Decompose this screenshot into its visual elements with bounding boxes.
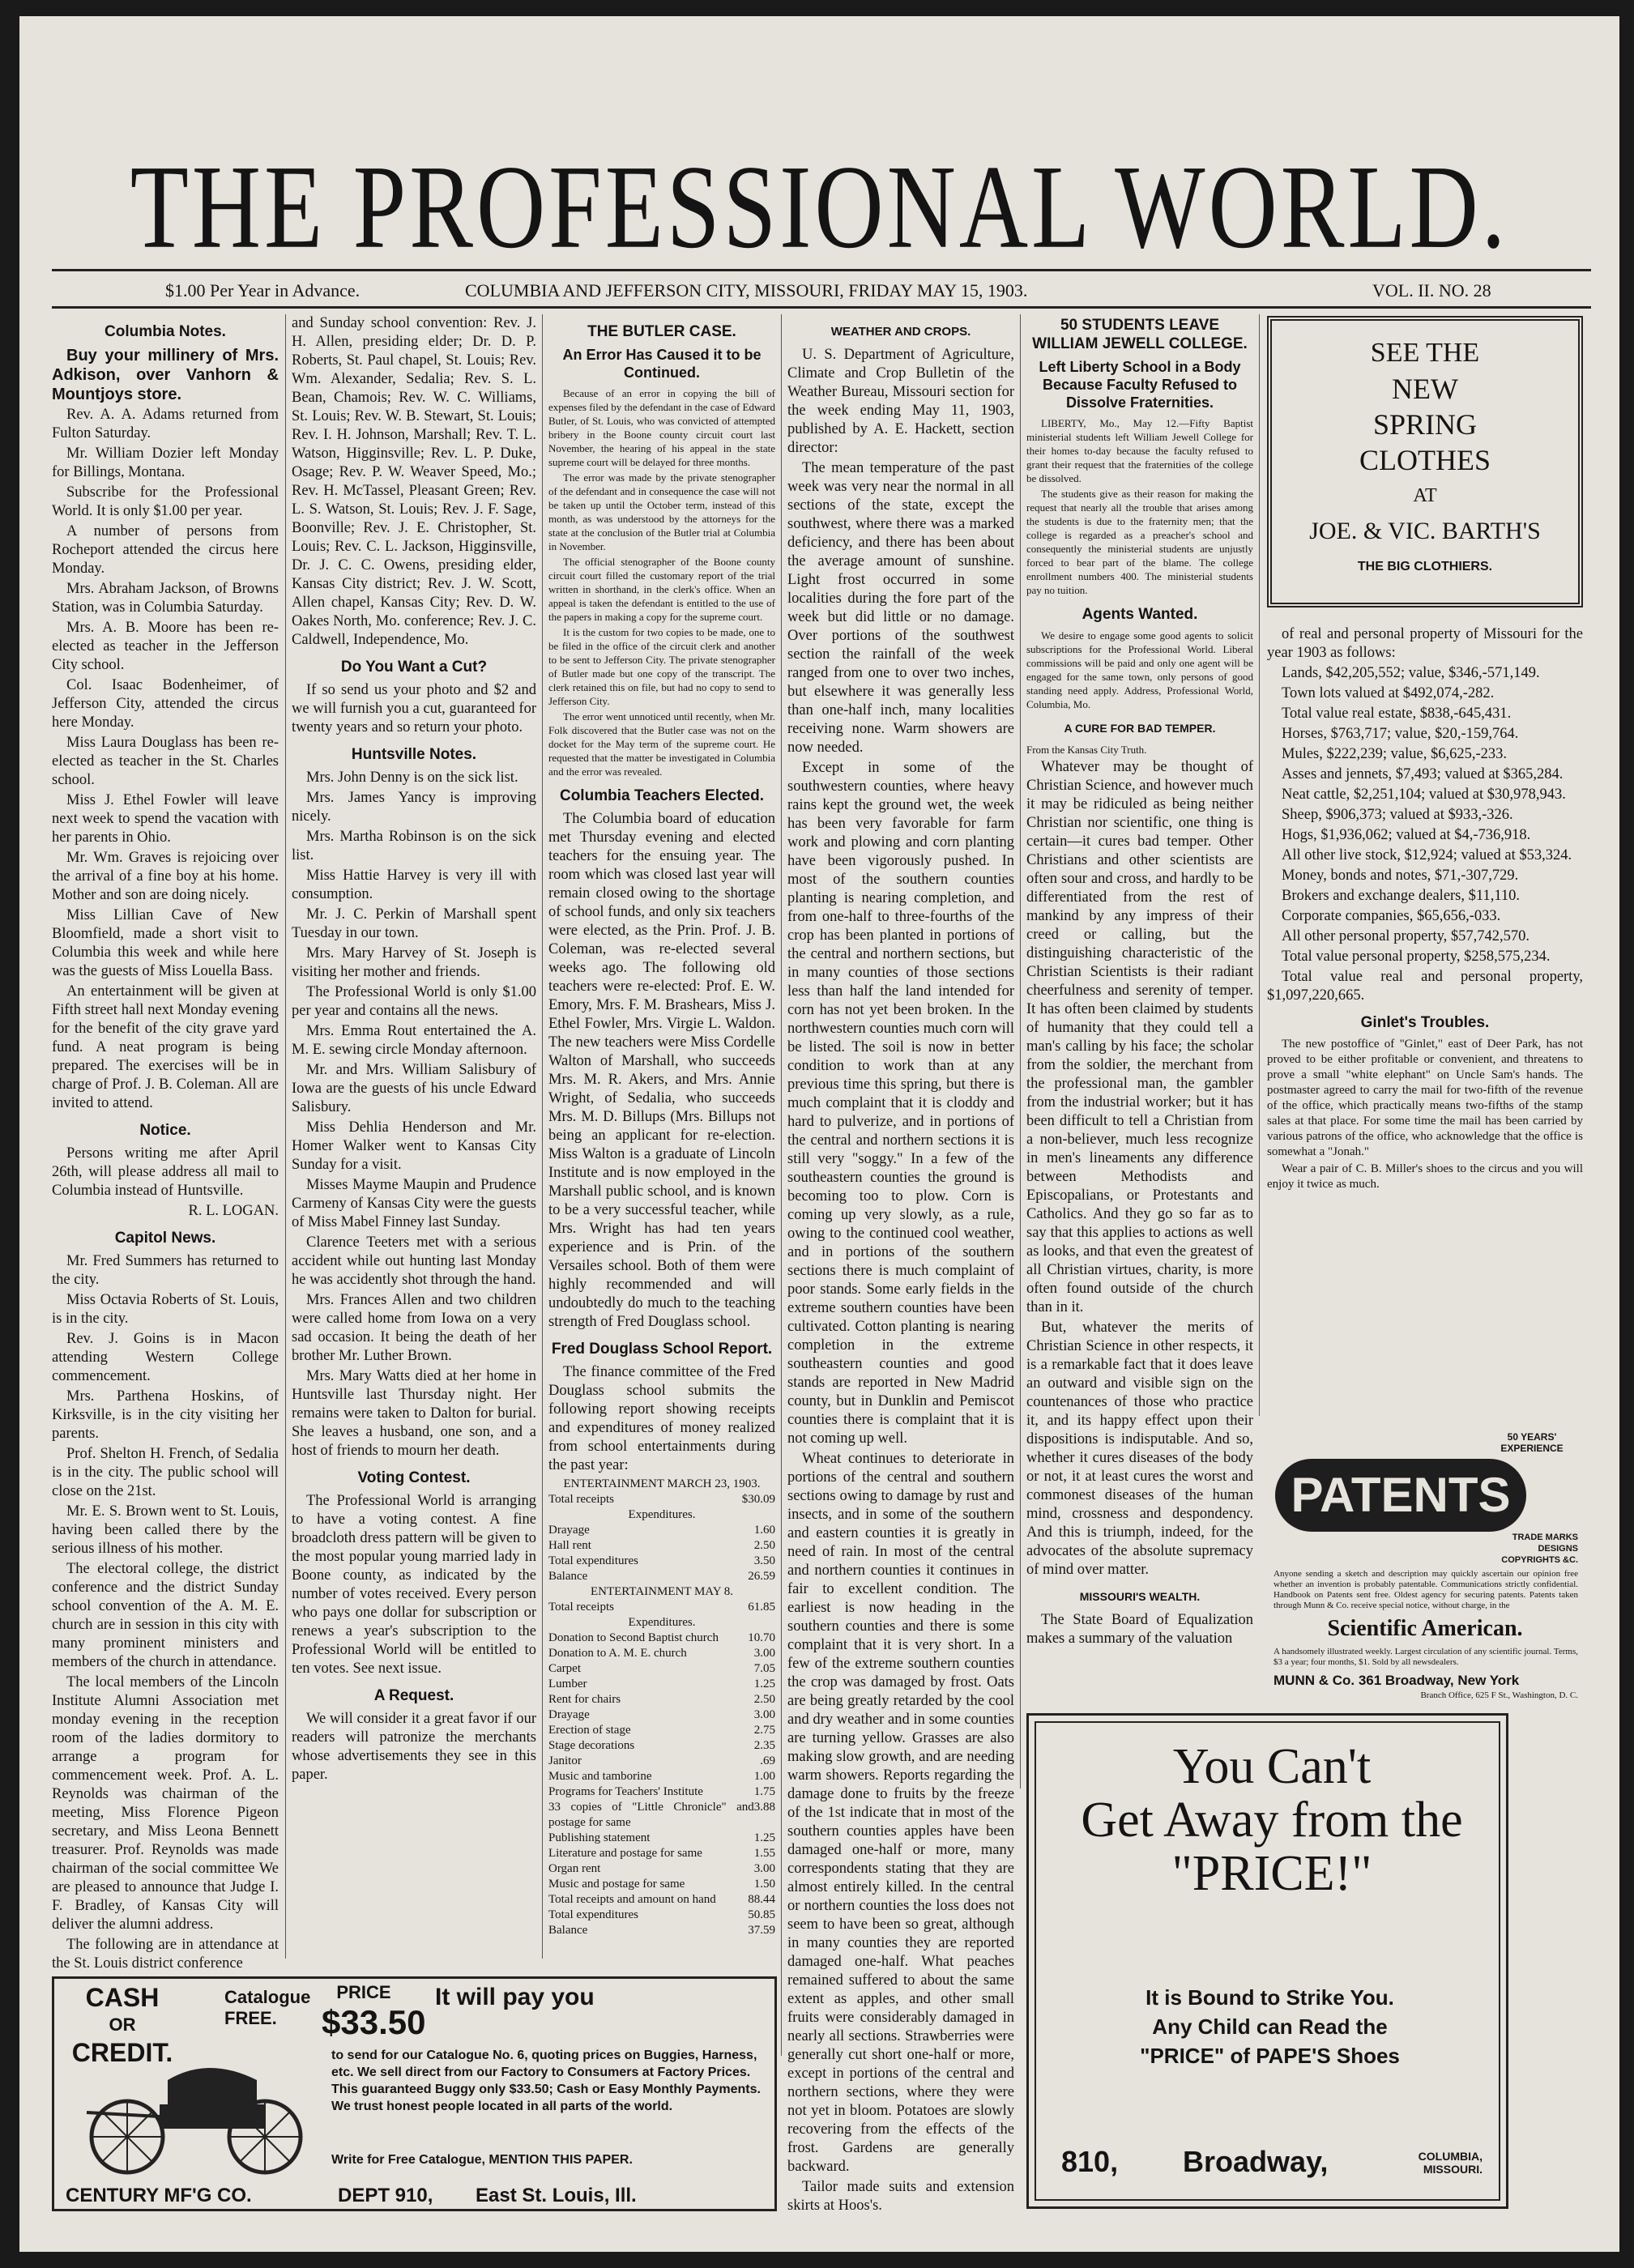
news-item: Mrs. Parthena Hoskins, of Kirksville, is in the city visiting her parents. (52, 1388, 279, 1442)
news-item: We will consider it a great favor if our readers will patronize the merchants whose advertisements they see in this paper. (292, 1711, 536, 1783)
ledger-amount: 61.85 (748, 1601, 775, 1614)
column-rule (285, 314, 286, 1959)
ad-line: You Can't (1172, 1739, 1372, 1794)
ledger-row (548, 1661, 775, 1677)
ledger-row (548, 1877, 775, 1892)
ad-line: Any Child can Read the (1152, 2014, 1388, 2039)
subheadline: Left Liberty School in a Body Because Faculty Refused to Dissolve Fraternities. (1039, 359, 1241, 411)
volume-number: VOL. II. NO. 28 (1372, 280, 1491, 301)
ledger-row (548, 1800, 775, 1831)
ledger-row (548, 1723, 775, 1738)
ledger-row (548, 1646, 775, 1661)
ledger-amount: 10.70 (748, 1631, 775, 1644)
property-value: Sheep, $906,373; valued at $933,-326. (1282, 807, 1513, 823)
news-item: Mrs. John Denny is on the sick list. (306, 770, 518, 786)
ledger-amount: 2.75 (753, 1724, 775, 1737)
ad-line: CLOTHES (1359, 444, 1491, 476)
news-item: Mr. and Mrs. William Salisbury of Iowa are the guests of his uncle Edward Salisbury. (292, 1062, 536, 1115)
ledger-amount: 1.25 (753, 1831, 775, 1844)
headline: Fred Douglass School Report. (551, 1341, 773, 1358)
ad-line: TRADE MARKS DESIGNS COPYRIGHTS &C. (1501, 1533, 1578, 1565)
ledger-row (548, 1923, 775, 1938)
ledger-row (548, 1584, 775, 1600)
headline: Agents Wanted. (1082, 606, 1198, 623)
ledger-amount: 1.50 (753, 1878, 775, 1891)
ledger-row (548, 1523, 775, 1538)
column-rule (1020, 314, 1021, 1788)
ledger-row (548, 1677, 775, 1692)
ledger-label: Total receipts and amount on hand (548, 1893, 716, 1906)
ledger-amount: 1.60 (753, 1524, 775, 1537)
ledger-label: ENTERTAINMENT MAY 8. (590, 1585, 734, 1598)
news-item: Misses Mayme Maupin and Prudence Carmeny of Kansas City were the guests of Miss Mabel Finney last Sunday. (292, 1177, 536, 1230)
ad-line: NEW (1392, 373, 1458, 405)
property-value: Money, bonds and notes, $71,-307,729. (1282, 868, 1519, 884)
property-value: Brokers and exchange dealers, $11,110. (1282, 888, 1521, 904)
ad-line: Write for Free Catalogue, MENTION THIS PAPER. (331, 2153, 633, 2167)
finance-ledger (548, 1477, 775, 1938)
property-value: All other personal property, $57,742,570. (1282, 928, 1530, 944)
ledger-row (548, 1615, 775, 1631)
news-item: Mr. J. C. Perkin of Marshall spent Tuesday in our town. (292, 906, 536, 941)
ledger-label: Total receipts (548, 1601, 614, 1614)
ledger-label: Programs for Teachers' Institute (548, 1785, 703, 1798)
headline: A CURE FOR BAD TEMPER. (1064, 722, 1216, 735)
property-value: Asses and jennets, $7,493; valued at $365,284. (1282, 766, 1564, 782)
article-paragraph: It is the custom for two copies to be made, one to be filed in the office of the circuit clerk and another to be sent to Jefferson City. The private stenographer of Butler made but one copy of the transcript. The clerk retained this on file, but had no copy to send to Jefferson City. (548, 626, 775, 707)
news-item: Miss Dehlia Henderson and Mr. Homer Walker went to Kansas City Sunday for a visit. (292, 1119, 536, 1173)
advert-line: Wear a pair of C. B. Miller's shoes to the circus and you will enjoy it twice as much. (1267, 1162, 1583, 1191)
ledger-amount: 1.00 (753, 1770, 775, 1783)
news-item: Mr. Fred Summers has returned to the city. (52, 1253, 279, 1288)
ledger-row (548, 1738, 775, 1754)
news-item: Mrs. Mary Harvey of St. Joseph is visiting her mother and friends. (292, 945, 536, 980)
ad-line: SPRING (1372, 408, 1478, 441)
section-title: Capitol News. (114, 1230, 216, 1247)
ledger-label: Total expenditures (548, 1554, 638, 1567)
source-line: From the Kansas City Truth. (1026, 744, 1147, 756)
ledger-row (548, 1507, 775, 1523)
article-paragraph: The new postoffice of "Ginlet," east of Deer Park, has not proved to be either profitable or convenient, and threatens to prove a small "white elephant" on Uncle Sam's hands. The postmaster agreed to carry the mail for two-fifth of the revenue of the office, which practically means two-fifths of the stamp sales at that place. For some time the mail has been carried by various patrons of the office, who acknowledge that the office is somewhat a "Jonah." (1267, 1038, 1583, 1158)
article-paragraph: But, whatever the merits of Christian Science in other respects, it is a remarkable fact that it does leave an outward and visible sign on the countenances of those who practice it, and its happy effect upon their dispositions is indisputable. And so, whether it cures diseases of the body or not, it at least cures the worst and commonest diseases of the human mind, crossness and despondency. And this is triumph, indeed, for the advocates of the absolute supremacy of mind over matter. (1026, 1319, 1253, 1578)
section-title: A Request. (373, 1687, 454, 1704)
ledger-amount: 2.50 (753, 1539, 775, 1552)
column-rule (1259, 314, 1260, 1416)
ledger-amount: $30.09 (741, 1493, 775, 1506)
divider (52, 306, 1591, 309)
article-paragraph: We desire to engage some good agents to solicit subscriptions for the Professional World. Liberal commissions will be paid and only one agent will be engaged for the same town, only persons of good standing need apply. Address, Professional World, Columbia, Mo. (1026, 629, 1253, 710)
ledger-amount: 37.59 (748, 1924, 775, 1937)
news-item: Mr. Wm. Graves is rejoicing over the arrival of a fine boy at his home. Mother and son are doing nicely. (52, 850, 279, 903)
news-item: If so send us your photo and $2 and we will furnish you a cut, guaranteed for twenty years and so return your photo. (292, 682, 536, 735)
headline: Ginlet's Troubles. (1360, 1014, 1490, 1031)
ledger-label: Carpet (548, 1662, 581, 1675)
ledger-row (548, 1569, 775, 1584)
news-item: Mrs. Mary Watts died at her home in Huntsville last Thursday night. Her remains were taken to Dalton for burial. She leaves a husband, one son, and a host of friends to mourn her death. (292, 1368, 536, 1459)
news-item: Miss Lillian Cave of New Bloomfield, made a short visit to Columbia this week and while here was the guests of Miss Louella Bass. (52, 907, 279, 979)
buggy-illustration (70, 2056, 322, 2177)
ad-line: "PRICE" of PAPE'S Shoes (1140, 2044, 1400, 2068)
ledger-row (548, 1754, 775, 1769)
column-huntsville (292, 314, 536, 1959)
ledger-amount: .69 (760, 1754, 775, 1767)
ledger-label: ENTERTAINMENT MARCH 23, 1903. (563, 1477, 761, 1490)
ad-body: Anyone sending a sketch and description may quickly ascertain our opinion free whether an invention is probably patentable. Communications strictly confidential. Handbook on Patents sent free. Oldest agency for securing patents. Patents taken through Munn & Co. receive special notice, without charge, in the (1273, 1569, 1578, 1610)
subscription-price: $1.00 Per Year in Advance. (165, 280, 361, 301)
news-item: An entertainment will be given at Fifth street hall next Monday evening for the benefit of the city grave yard fund. A neat program is being prepared. The exercises will be in charge of Prof. J. B. Coleman. All are invited to attend. (52, 983, 279, 1111)
ledger-row (548, 1784, 775, 1800)
ledger-amount: 88.44 (748, 1893, 775, 1906)
headline: MISSOURI'S WEALTH. (1079, 1590, 1201, 1603)
ledger-amount: 3.50 (753, 1554, 775, 1567)
news-item: Mrs. A. B. Moore has been re-elected as teacher in the Jefferson City school. (52, 620, 279, 673)
column-william-jewell (1026, 314, 1253, 1788)
property-value: All other live stock, $12,924; valued at $53,324. (1282, 847, 1572, 863)
ledger-amount: 3.00 (753, 1647, 775, 1660)
news-item: Rev. J. Goins is in Macon attending Western College commencement. (52, 1331, 279, 1384)
ad-address: Broadway, (1183, 2145, 1329, 2178)
ledger-label: Balance (548, 1570, 588, 1583)
ledger-label: Drayage (548, 1524, 590, 1537)
ad-line: East St. Louis, Ill. (476, 2185, 637, 2206)
store-name: JOE. & VIC. BARTH'S (1309, 518, 1541, 544)
news-item: Mrs. Emma Rout entertained the A. M. E. sewing circle Monday afternoon. (292, 1023, 536, 1058)
ledger-amount: 2.35 (753, 1739, 775, 1752)
ledger-row (548, 1908, 775, 1923)
barth-clothiers-ad (1267, 316, 1583, 608)
property-value: Neat cattle, $2,251,104; valued at $30,978,943. (1282, 787, 1566, 803)
ad-address: 810, (1061, 2145, 1119, 2178)
headline: 50 STUDENTS LEAVE WILLIAM JEWELL COLLEGE. (1032, 317, 1248, 352)
ad-company: CENTURY MF'G CO. (66, 2185, 252, 2206)
column-columbia-notes (52, 314, 279, 1972)
news-item: Subscribe for the Professional World. It is only $1.00 per year. (52, 484, 279, 519)
ledger-row (548, 1707, 775, 1723)
headline: THE BUTLER CASE. (587, 323, 736, 340)
ledger-row (548, 1846, 775, 1861)
article-paragraph: The Columbia board of education met Thursday evening and elected teachers for the ensuing year. The room which was closed last year will remain closed owing to the shortage of school funds, and only six teachers were elected, as the Prin. Prof. J. B. Coleman, was re-elected several weeks ago. The following old teachers were re-elected: Prof. E. W. Emory, Mrs. F. M. Brashears, Miss J. Ethel Fowler, Mrs. Virgie L. Waldon. The new teachers were Miss Cordelle Walton of Marshall, who succeeds Mrs. M. R. Akers, and Mrs. Annie Wright, of Sedalia, who succeeds Mrs. M. D. Billups (Mrs. Billups not being an applicant for re-election. Miss Walton is a graduate of Lincoln Institute and is now employed in the Marshall public school, and is known to be a very successful teacher, while Mrs. Wright has had ten years experience and is Prin. of the Versailes school. Both of them were highly recommended and will undoubtedly do much to the teaching strength of Fred Douglass school. (548, 811, 775, 1330)
property-value: Horses, $763,717; value, $20,-159,764. (1282, 726, 1519, 742)
place-and-date: COLUMBIA AND JEFFERSON CITY, MISSOURI, FRIDAY MAY 15, 1903. (465, 280, 1028, 301)
news-item: Mrs. Martha Robinson is on the sick list. (292, 829, 536, 863)
ad-line: PRICE (336, 1982, 391, 2002)
ad-line: Get Away from the (1081, 1793, 1463, 1848)
column-rule (781, 314, 782, 2056)
ad-line: AT (1413, 485, 1437, 506)
article-paragraph: The official stenographer of the Boone county circuit court filled the customary report of the trial written in shorthand, in the clerk's office. When an appeal is taken the defendant is entitled to the use of the papers in making a copy for the supreme court. (548, 556, 775, 623)
section-title: Columbia Notes. (105, 323, 226, 340)
ledger-amount: 3.00 (753, 1862, 775, 1875)
ledger-amount: 3.88 (753, 1801, 775, 1814)
ledger-label: Music and postage for same (548, 1878, 685, 1891)
ledger-label: Publishing statement (548, 1831, 651, 1844)
property-value: Lands, $42,205,552; value, $346,-571,149. (1282, 665, 1540, 681)
ledger-label: Janitor (548, 1754, 582, 1767)
ledger-row (548, 1831, 775, 1846)
article-paragraph: The finance committee of the Fred Douglass school submits the following report showing receipts and expenditures of money realized from school entertainments during the past year: (548, 1364, 775, 1473)
millinery-notice: Buy your millinery of Mrs. Adkison, over Vanhorn & Mountjoys store. (52, 347, 279, 403)
news-item: Clarence Teeters met with a serious accident while out hunting last Monday he was accidently shot through the hand. (292, 1234, 536, 1288)
ledger-label: Donation to Second Baptist church (548, 1631, 719, 1644)
ad-body: A handsomely illustrated weekly. Largest circulation of any scientific journal. Terms, $3 a year; four months, $1. Sold by all newsdealers. (1273, 1647, 1578, 1667)
news-item: Mrs. Abraham Jackson, of Browns Station, was in Columbia Saturday. (52, 581, 279, 616)
ad-line: OR (109, 2014, 136, 2035)
ledger-label: Drayage (548, 1708, 590, 1721)
ad-line: Catalogue FREE. (224, 1987, 311, 2028)
ledger-row (548, 1600, 775, 1615)
article-paragraph: LIBERTY, Mo., May 12.—Fifty Baptist ministerial students left William Jewell College for their homes to-day because the faculty refused to grant their request that the fraternities of the college be dissolved. (1026, 417, 1253, 484)
news-item: Mrs. James Yancy is improving nicely. (292, 790, 536, 825)
news-item: The electoral college, the district conference and the district Sunday school convention of the A. M. E. church are in session in this city with many prominent ministers and members of the church in attendance. (52, 1561, 279, 1670)
ledger-label: Rent for chairs (548, 1693, 621, 1706)
article-paragraph: U. S. Department of Agriculture, Climate and Crop Bulletin of the Weather Bureau, Missouri section for the week ending May 11, 1903, published by A. E. Hackett, section director: (787, 347, 1014, 456)
ledger-amount: 50.85 (748, 1908, 775, 1921)
ad-line: It will pay you (435, 1984, 595, 2010)
section-title: Huntsville Notes. (351, 746, 477, 763)
news-item: Miss Laura Douglass has been re-elected as teacher in the St. Charles school. (52, 735, 279, 788)
ledger-label: Hall rent (548, 1539, 591, 1552)
news-item: Miss Octavia Roberts of St. Louis, is in the city. (52, 1292, 279, 1327)
ad-line: CASH (85, 1983, 160, 2012)
conference-list: and Sunday school convention: Rev. J. H. Allen, presiding elder; Dr. D. P. Roberts, St. Paul chapel, St. Louis; Rev. Wm. Alexander, Sedalia; Rev. S. L. Bean, Chamois; Rev. W. C. Williams, St. Louis; Rev. W. B. Stewart, St. Louis; Rev. I. H. Johnson, Marshall; Rev. T. L. Watson, Higginsville; Rev. L. P. Duke, Osage; Rev. P. W. Weaver Speed, Mo.; Rev. H. McTassel, Pleasant Green; Rev. L. S. Watson, St. Louis; Rev. J. F. Sage, Boonville; Rev. J. E. Christopher, St. Louis; Rev. C. L. Jackson, Higginsville, Dr. J. C. C. Owens, presiding elder, Kansas City district; Rev. J. W. Scott, Allen chapel, Kansas City; Rev. D. W. Oakes North, Mo. conference; Rev. J. C. Caldwell, Independence, Mo. (292, 315, 536, 648)
article-paragraph: The State Board of Equalization makes a summary of the valuation (1026, 1612, 1253, 1647)
news-item: A number of persons from Rocheport attended the circus here Monday. (52, 523, 279, 577)
news-item: The Professional World is arranging to have a voting contest. A fine broadcloth dress pattern will be given to the most popular young married lady in Boone county, as indicated by the number of votes received. Every person who pays one dollar for subscription or renews a year's subscription to the Professional World will be entitled to ten votes. See next issue. (292, 1493, 536, 1677)
patents-ad (1267, 1430, 1583, 1709)
news-item: Col. Isaac Bodenheimer, of Jefferson City, attended the circus here Monday. (52, 677, 279, 731)
newspaper-page (19, 16, 1619, 2252)
section-title: Notice. (139, 1122, 191, 1139)
ad-line: It is Bound to Strike You. (1146, 1985, 1394, 2010)
column-butler-case (548, 314, 775, 2056)
news-item: Miss Hattie Harvey is very ill with consumption. (292, 868, 536, 902)
property-value: Hogs, $1,936,062; valued at $4,-736,918. (1282, 827, 1531, 843)
ledger-amount: 1.25 (753, 1678, 775, 1690)
ledger-amount: 1.55 (753, 1847, 775, 1860)
ad-city: COLUMBIA, MISSOURI. (1418, 2150, 1483, 2176)
ad-line: SEE THE (1370, 338, 1480, 368)
ad-line: "PRICE!" (1171, 1846, 1372, 1901)
ledger-amount: 26.59 (748, 1570, 775, 1583)
article-paragraph: Because of an error in copying the bill of expenses filed by the defendant in the case of Edward Butler, of St. Louis, who was convicted of attempted bribery in the Boone county circuit court last November, the hearing of his appeal in the state supreme court will be delayed for three months. (548, 387, 775, 468)
news-item: Mr. William Dozier left Monday for Billings, Montana. (52, 446, 279, 480)
article-paragraph: The error went unnoticed until recently, when Mr. Folk discovered that the Butler case was not on the docket for the May term of the supreme court. He requested that the matter be investigated in Columbia and the error was revealed. (548, 710, 775, 778)
ad-line: THE BIG CLOTHIERS. (1357, 560, 1493, 573)
notice-text: Persons writing me after April 26th, will please address all mail to Columbia instead of Huntsville. (52, 1145, 279, 1199)
headline: Columbia Teachers Elected. (559, 787, 764, 804)
headline: WEATHER AND CROPS. (830, 325, 971, 339)
news-item: Mr. E. S. Brown went to St. Louis, having been called there by the serious illness of his mother. (52, 1503, 279, 1557)
news-item: The local members of the Lincoln Institute Alumni Association met monday evening in the reception room of the ladies dormitory to arrange a program for commencement week. Prof. A. L. Reynolds was chairman of the meeting, Miss Florence Pigeon secretary, and Miss Leona Bennett treasurer. Prof. Reynolds was made chairman of the social committee We are pleased to announce that Judge I. F. Bradley, of Kansas City will deliver the alumni address. (52, 1674, 279, 1933)
article-paragraph: Whatever may be thought of Christian Science, and however much it may be ridiculed as being neither Christian nor scientific, one thing is certain—it cures bad temper. Other Christians and other scientists are often sour and cross, and hardly to be differentiated from the rest of mankind by any impress of their creed or calling, but the distinguishing characteristic of the Christian Scientists is their radiant cheerfulness and serenity of temper. It has often been claimed by students of humanity that they could tell a man's calling by his face; the scholar from the soldier, the merchant from the professional man, the gambler from the industrial worker; but it has been difficult to tell a Christian from a non-believer, much less recognize in men's lineaments any difference between Methodists and Episcopalians, or Protestants and Catholics. And they go so far as to say that this applies to actions as well as looks, and that even the greatest of all Christian virtues, charity, is more often found outside of the church than in it. (1026, 759, 1253, 1315)
column-rule (542, 314, 543, 1959)
ledger-label: Erection of stage (548, 1724, 631, 1737)
article-paragraph: Except in some of the southwestern counties, where heavy rains kept the ground wet, the week has been very favorable for farm work and plowing and corn planting have been vigorously pushed. In most of the southern counties planting is nearing completion, and from one-half to three-fourths of the crop has been planted in portions of the central and northern sections, but in many counties of those sections less than half the land intended for corn has not yet been broken. In the northwestern counties much corn will be listed. The soil is now in better condition to work than at any previous time this spring, but there is much complaint that it is cloddy and hard to pulverize, and in portions of the central and northern sections it is still very "soggy." In a few of the southeastern counties the ground is becoming too to plow. Corn is coming up very slowly, as a rule, owing to the continued cool weather, and in portions of the southern sections there is much complaint of poor stands. Some early fields in the extreme southern counties have been cultivated. Cotton planting is nearing completion in the extreme southeastern counties and good stands are reported in New Madrid county, but in Dunklin and Pemiscot counties there is complaint that it is not coming up well. (787, 760, 1014, 1447)
ledger-row (548, 1554, 775, 1569)
property-value: Total value real estate, $838,-645,431. (1282, 706, 1512, 722)
ledger-amount: 3.00 (753, 1708, 775, 1721)
ledger-label: Expenditures. (628, 1616, 696, 1629)
divider (52, 269, 1591, 271)
ledger-row (548, 1861, 775, 1877)
ledger-label: Literature and postage for same (548, 1847, 702, 1860)
ledger-amount: 1.75 (753, 1785, 775, 1798)
property-value: Total value real and personal property, $1,097,220,665. (1267, 969, 1583, 1004)
news-item: Mrs. Frances Allen and two children were called home from Iowa on a very sad occasion. It being the death of her brother Mr. Luther Brown. (292, 1292, 536, 1364)
ledger-amount: 2.50 (753, 1693, 775, 1706)
ledger-label: Stage decorations (548, 1739, 635, 1752)
ad-line: MUNN & Co. 361 Broadway, New York (1273, 1673, 1520, 1688)
papes-shoes-ad (1026, 1713, 1508, 2209)
ledger-label: Total expenditures (548, 1908, 638, 1921)
ledger-row (548, 1477, 775, 1492)
ledger-row (548, 1492, 775, 1507)
ledger-label: Music and tamborine (548, 1770, 652, 1783)
ledger-row (548, 1692, 775, 1707)
ledger-row (548, 1538, 775, 1554)
ledger-label: Lumber (548, 1678, 587, 1690)
news-item: The following are in attendance at the St. Louis district conference (52, 1937, 279, 1972)
column-weather (787, 314, 1014, 2214)
ledger-row (548, 1769, 775, 1784)
ledger-label: Expenditures. (628, 1508, 696, 1521)
masthead: THE PROFESSIONAL WORLD. (130, 140, 1509, 274)
ad-line: CREDIT. (71, 2038, 173, 2067)
ad-line: Scientific American. (1327, 1616, 1523, 1641)
ledger-amount: 7.05 (753, 1662, 775, 1675)
news-item: Miss J. Ethel Fowler will leave next week to spend the vacation with her parents in Ohio. (52, 792, 279, 846)
ad-line: 50 YEARS' EXPERIENCE (1500, 1431, 1564, 1454)
ledger-label: 33 copies of "Little Chronicle" and postage for same (548, 1801, 754, 1829)
ledger-row (548, 1892, 775, 1908)
article-paragraph: of real and personal property of Missouri for the year 1903 as follows: (1267, 626, 1583, 661)
ad-body: to send for our Catalogue No. 6, quoting prices on Buggies, Harness, etc. We sell direct from our Factory to Consumers at Factory Prices. This guaranteed Buggy only $33.50; Cash or Easy Monthly Payments. We trust honest people located in all parts of the world. (331, 2048, 761, 2113)
article-paragraph: The error was made by the private stenographer of the defendant and in consequence the case will not be taken up until the October term, instead of this month, as was understood by the attorneys for the state at the conclusion of the Butler trial at Columbia in November. (548, 471, 775, 552)
section-title: Do You Want a Cut? (340, 659, 488, 676)
ledger-label: Total receipts (548, 1493, 614, 1506)
ledger-label: Balance (548, 1924, 588, 1937)
century-buggy-ad (52, 1976, 777, 2211)
patents-title: PATENTS (1275, 1459, 1526, 1532)
subheadline: An Error Has Caused it to be Continued. (562, 347, 762, 381)
section-title: Voting Contest. (357, 1469, 471, 1486)
column-wealth (1267, 625, 1583, 1419)
dateline (19, 274, 1619, 306)
property-value: Total value personal property, $258,575,234. (1282, 949, 1551, 965)
article-paragraph: Wheat continues to deteriorate in portions of the central and southern sections owing to damage by rust and insects, and in some of the southern and eastern counties it is greatly in need of rain. In most of the central and northern counties it continues in fair to excellent condition. The earliest is now heading in the southern counties and there is some complaint that it is very short. In a few of the extreme southern counties the crop was damaged by frost. Oats are being greatly retarded by the cool and dry weather and in some counties are turning yellow. Grasses are also making slow growth, and are needing warm showers. Reports regarding the damage done to fruits by the freeze of the 1st indicate that in most of the southern counties apples have been damaged one-half or more, many correspondents stating that they are almost entirely killed. In the central or northern counties the loss does not seem to have been so great, although in many counties they are reported damaged one-half. What peaches remained suffered to about the same extent as apples, and other small fruits were considerably damaged in nearly all sections. Strawberries were generally cut short one-half or more, except in portions of the central and northern sections, where they were not yet in bloom. Potatoes are slowly recovering from the effects of the frost. Gardens are generally backward. (787, 1451, 1014, 2175)
property-value: Mules, $222,239; value, $6,625,-233. (1282, 746, 1507, 762)
notice-signature: R. L. LOGAN. (188, 1203, 279, 1219)
article-paragraph: The students give as their reason for making the request that nearly all the trouble that arises among the students is due to the fraternity men; that the college is regarded as a preacher's school and consequently the ministerial students are unjustly forced to bear part of the blame. The college enrollment numbers 400. The ministerial students pay no tuition. (1026, 488, 1253, 596)
news-item: Prof. Shelton H. French, of Sedalia is in the city. The public school will close on the 21st. (52, 1446, 279, 1499)
ledger-label: Organ rent (548, 1862, 601, 1875)
article-paragraph: The mean temperature of the past week was very near the normal in all sections of the state, except the southwest, where there was a marked deficiency, and there has been about the average amount of sunshine. Light frost occurred in some localities during the fore part of the week but did little or no damage. Over portions of the southwest section the rainfall of the week ranged from one to over two inches, but elsewhere it was generally less than one-half inch, many localities receiving none. Warm showers are now needed. (787, 460, 1014, 756)
ad-line: Branch Office, 625 F St., Washington, D. C. (1420, 1690, 1578, 1700)
article-paragraph: Tailor made suits and extension skirts at Hoos's. (787, 2179, 1014, 2214)
news-item: The Professional World is only $1.00 per year and contains all the news. (292, 984, 536, 1019)
ledger-row (548, 1631, 775, 1646)
news-item: Rev. A. A. Adams returned from Fulton Saturday. (52, 407, 279, 441)
buggy-price: $33.50 (322, 2003, 426, 2041)
ledger-label: Donation to A. M. E. church (548, 1647, 687, 1660)
property-value: Town lots valued at $492,074,-282. (1282, 685, 1495, 701)
property-value: Corporate companies, $65,656,-033. (1282, 908, 1501, 924)
ad-line: DEPT 910, (338, 2185, 433, 2206)
